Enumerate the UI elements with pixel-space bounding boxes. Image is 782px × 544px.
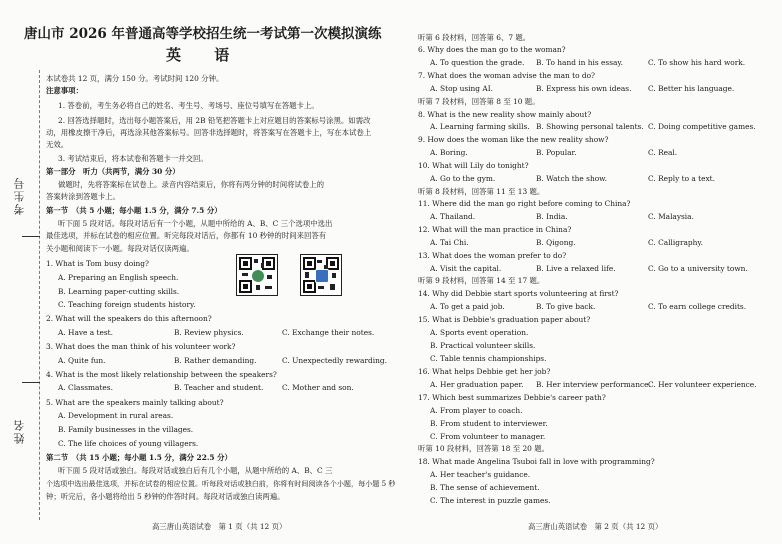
option: C. To show his hard work.	[648, 58, 746, 67]
part1-heading: 第一部分 听力（共两节，满分 30 分）	[46, 167, 180, 176]
section2-intro: 听下面 5 段对话或独白。每段对话或独白后有几个小题，从题中所给的 A、B、C 三	[58, 466, 333, 475]
option: A. Visit the capital.	[430, 264, 502, 273]
option: A. Stop using AI.	[430, 84, 493, 93]
note-line: 动，用橡皮擦干净后，再选涂其他答案标号。回答非选择题时，将答案写在答题卡上，写在本试卷上	[46, 128, 372, 137]
option: A. Learning farming skills.	[430, 122, 530, 131]
qr-code-icon	[300, 254, 342, 296]
cut-line	[39, 70, 40, 520]
option: A. To get a paid job.	[430, 302, 505, 311]
option: C. The interest in puzzle games.	[430, 496, 551, 505]
name-label: 姓名	[13, 418, 26, 444]
option: B. India.	[536, 212, 568, 221]
option: B. Teacher and student.	[174, 383, 264, 392]
question-stem: 8. What is the new reality show mainly about?	[418, 110, 592, 119]
option: C. Real.	[648, 148, 678, 157]
page-footer: 高三唐山英语试卷 第 1 页（共 12 页）	[152, 522, 287, 531]
option: A. Sports event operation.	[430, 328, 529, 337]
page-footer: 高三唐山英语试卷 第 2 页（共 12 页）	[528, 522, 663, 531]
section2-intro: 钟；听完后，各小题将给出 5 秒钟的作答时间。每段对话或独白读两遍。	[46, 492, 285, 501]
section1-heading: 第一节 （共 5 小题；每小题 1.5 分，满分 7.5 分）	[46, 206, 222, 215]
option: C. Unexpectedly rewarding.	[282, 356, 387, 365]
option: B. The sense of achievement.	[430, 483, 540, 492]
option: A. Have a test.	[58, 328, 113, 337]
group-instruction: 听第 10 段材料，回答第 18 至 20 题。	[418, 444, 549, 453]
note-line: 3. 考试结束后，将本试卷和答题卡一并交回。	[58, 154, 208, 163]
part1-intro: 答案转涂到答题卡上。	[46, 192, 120, 201]
question-stem: 4. What is the most likely relationship between the speakers?	[46, 370, 277, 379]
exam-number-label: 考生号	[13, 176, 26, 215]
qr-code-icon	[236, 254, 278, 296]
question-stem: 1. What is Tom busy doing?	[46, 259, 149, 268]
option: C. Reply to a text.	[648, 174, 716, 183]
option: C. Go to a university town.	[648, 264, 748, 273]
option: C. Exchange their notes.	[282, 328, 375, 337]
option: A. Her graduation paper.	[430, 380, 524, 389]
option: C. Mother and son.	[282, 383, 354, 392]
option: C. Calligraphy.	[648, 238, 703, 247]
binding-margin	[0, 0, 44, 544]
group-instruction: 听第 9 段材料，回答第 14 至 17 题。	[418, 276, 545, 285]
option: C. Doing competitive games.	[648, 122, 756, 131]
option: B. Watch the show.	[536, 174, 607, 183]
question-stem: 15. What is Debbie's graduation paper about?	[418, 315, 591, 324]
question-stem: 13. What does the woman prefer to do?	[418, 251, 567, 260]
option: B. Popular.	[536, 148, 577, 157]
section1-intro: 听下面 5 段对话。每段对话后有一个小题，从题中所给的 A、B、C 三个选项中选出	[58, 219, 333, 228]
question-stem: 6. Why does the man go to the woman?	[418, 45, 566, 54]
option: C. Better his language.	[648, 84, 735, 93]
option: C. From volunteer to manager.	[430, 432, 546, 441]
option: B. Practical volunteer skills.	[430, 341, 536, 350]
option: A. Thailand.	[430, 212, 476, 221]
question-stem: 7. What does the woman advise the man to do?	[418, 71, 596, 80]
option: C. Teaching foreign students history.	[58, 300, 196, 309]
section2-intro: 个选项中选出最佳选项，并标在试卷的相应位置。听每段对话或独白前，你将有时间阅读各个小题，每小题 5 秒	[46, 479, 396, 488]
note-line: 无效。	[46, 140, 69, 149]
option: A. Tai Chi.	[430, 238, 469, 247]
question-stem: 16. What helps Debbie get her job?	[418, 367, 551, 376]
question-stem: 2. What will the speakers do this afternoon?	[46, 314, 212, 323]
option: C. Malaysia.	[648, 212, 694, 221]
group-instruction: 听第 7 段材料，回答第 8 至 10 题。	[418, 97, 540, 106]
option: A. Preparing an English speech.	[58, 273, 179, 282]
section2-heading: 第二节 （共 15 小题；每小题 1.5 分，满分 22.5 分）	[46, 453, 232, 462]
option: B. Live a relaxed life.	[536, 264, 616, 273]
question-stem: 17. Which best summarizes Debbie's career path?	[418, 393, 606, 402]
option: A. Her teacher's guidance.	[430, 470, 531, 479]
option: B. Rather demanding.	[174, 356, 257, 365]
option: B. Qigong.	[536, 238, 576, 247]
option: B. Express his own ideas.	[536, 84, 632, 93]
notes-title: 注意事项：	[46, 86, 83, 95]
option: A. To question the grade.	[430, 58, 525, 67]
group-instruction: 听第 6 段材料，回答第 6、7 题。	[418, 33, 531, 42]
question-stem: 14. Why did Debbie start sports volunteering at first?	[418, 289, 619, 298]
question-stem: 10. What will Lily do tonight?	[418, 161, 529, 170]
subject-title: 英 语	[166, 46, 244, 64]
note-line: 2. 回答选择题时，选出每小题答案后，用 2B 铅笔把答题卡上对应题目的答案标号涂黑。如需改	[58, 116, 371, 125]
question-stem: 11. Where did the man go right before coming to China?	[418, 199, 631, 208]
exam-title: 唐山市 2026 年普通高等学校招生统一考试第一次模拟演练	[24, 26, 382, 42]
group-instruction: 听第 8 段材料，回答第 11 至 13 题。	[418, 187, 545, 196]
question-stem: 18. What made Angelina Tsuboi fall in love with programming?	[418, 457, 655, 466]
question-stem: 12. What will the man practice in China?	[418, 225, 572, 234]
section1-intro: 关小题和阅读下一小题。每段对话仅读两遍。	[46, 244, 194, 253]
option: B. Showing personal talents.	[536, 122, 644, 131]
question-stem: 5. What are the speakers mainly talking about?	[46, 398, 224, 407]
option: C. To earn college credits.	[648, 302, 747, 311]
part1-intro: 做题时，先将答案标在试卷上。录音内容结束后，你将有两分钟的时间将试卷上的	[58, 180, 325, 189]
option: B. Family businesses in the villages.	[58, 425, 194, 434]
question-stem: 9. How does the woman like the new reality show?	[418, 135, 609, 144]
option: B. From student to interviewer.	[430, 419, 548, 428]
option: A. Quite fun.	[58, 356, 106, 365]
section1-intro: 最佳选项，并标在试卷的相应位置。听完每段对话后，你都有 10 秒钟的时间来回答有	[46, 231, 327, 240]
option: A. Classmates.	[58, 383, 113, 392]
option: C. The life choices of young villagers.	[58, 439, 199, 448]
name-blank	[22, 382, 40, 383]
option: B. To hand in his essay.	[536, 58, 623, 67]
option: C. Table tennis championships.	[430, 354, 547, 363]
option: B. Her interview performance.	[536, 380, 651, 389]
question-stem: 3. What does the man think of his volunteer work?	[46, 342, 236, 351]
option: C. Her volunteer experience.	[648, 380, 757, 389]
exam-number-blank	[22, 236, 40, 237]
option: B. To give back.	[536, 302, 596, 311]
option: A. Boring.	[430, 148, 468, 157]
option: B. Learning paper-cutting skills.	[58, 287, 180, 296]
option: A. Development in rural areas.	[58, 411, 174, 420]
option: B. Review physics.	[174, 328, 244, 337]
note-line: 1. 答卷前，考生务必将自己的姓名、考生号、考场号、座位号填写在答题卡上。	[58, 101, 319, 110]
option: A. From player to coach.	[430, 406, 523, 415]
option: A. Go to the gym.	[430, 174, 496, 183]
exam-meta: 本试卷共 12 页，满分 150 分。考试时间 120 分钟。	[46, 74, 224, 83]
